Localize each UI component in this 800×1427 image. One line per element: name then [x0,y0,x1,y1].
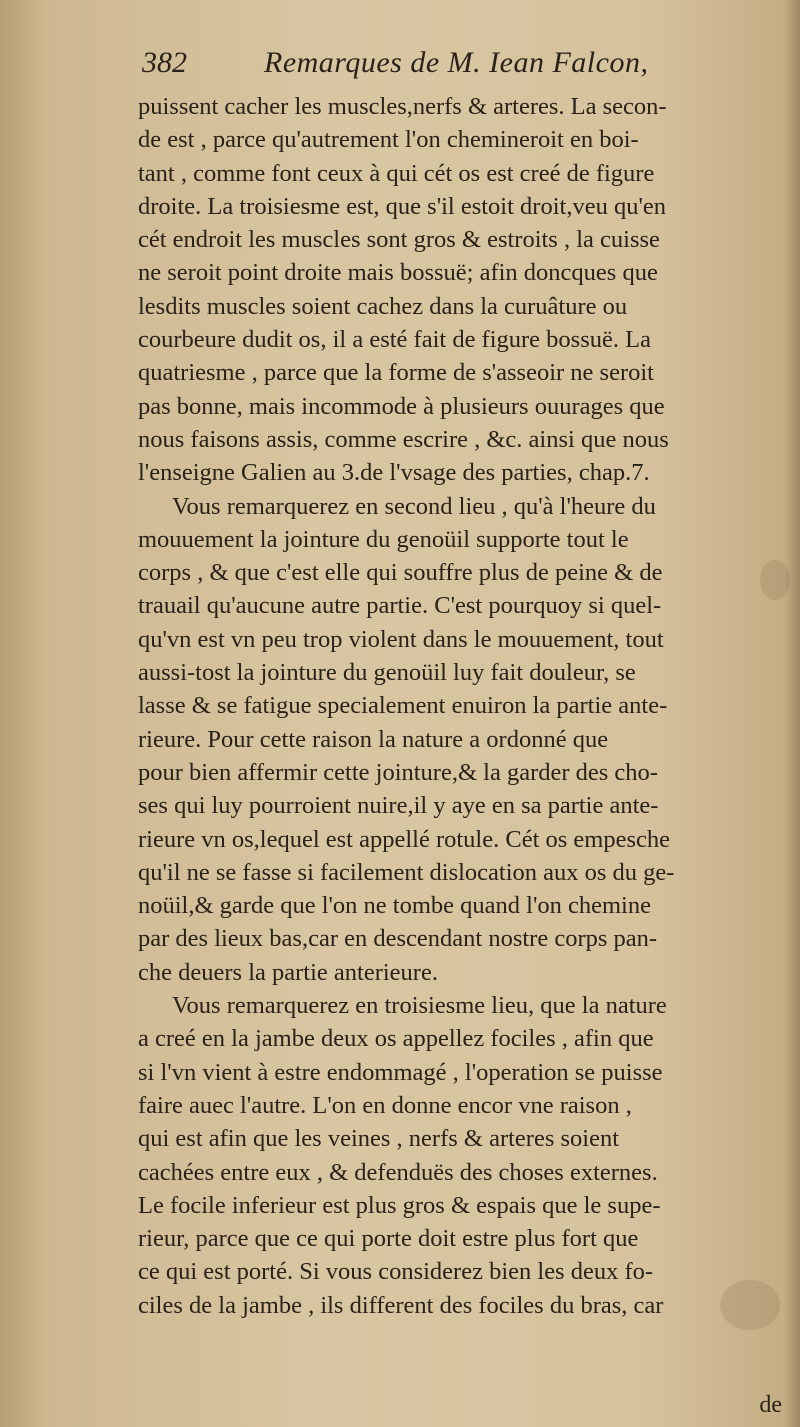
text-line: lasse & se fatigue specialement enuiron la partie ante- [138,692,668,720]
text-line: Vous remarquerez en troisiesme lieu, que la nature [172,992,667,1020]
text-line: a creé en la jambe deux os appellez fociles , afin que [138,1025,654,1053]
running-title: Remarques de M. Iean Falcon, [264,46,649,79]
text-line: faire auec l'autre. L'on en donne encor vne raison , [138,1091,632,1119]
text-line: l'enseigne Galien au 3.de l'vsage des parties, chap.7. [138,459,650,487]
text-line: qu'vn est vn peu trop violent dans le mouuement, tout [138,625,664,653]
text-line: quatriesme , parce que la forme de s'asseoir ne seroit [138,359,654,387]
text-line: rieure. Pour cette raison la nature a ordonné que [138,725,609,753]
page-header [142,46,782,86]
text-line: droite. La troisiesme est, que s'il estoit droit,veu qu'en [138,192,666,220]
text-line: Vous remarquerez en second lieu , qu'à l'heure du [172,492,656,520]
catchword: de [759,1392,782,1418]
text-line: qui est afin que les veines , nerfs & arteres soient [138,1125,620,1153]
text-line: aussi-tost la jointure du genoüil luy fait douleur, se [138,659,636,687]
page-number: 382 [142,46,187,79]
text-line: courbeure dudit os, il a esté fait de figure bossuë. La [138,326,651,354]
text-line: pour bien affermir cette jointure,& la garder des cho- [138,758,658,786]
text-line: rieur, parce que ce qui porte doit estre plus fort que [138,1225,639,1253]
text-line: de est , parce qu'autrement l'on chemineroit en boi- [138,126,639,154]
text-line: ses qui luy pourroient nuire,il y aye en sa partie ante- [138,792,659,820]
text-line: corps , & que c'est elle qui souffre plus de peine & de [138,559,663,587]
text-line: trauail qu'aucune autre partie. C'est pourquoy si quel- [138,592,662,620]
text-line: rieure vn os,lequel est appellé rotule. Cét os empesche [138,825,671,853]
text-line: ce qui est porté. Si vous considerez bien les deux fo- [138,1258,654,1286]
text-line: pas bonne, mais incommode à plusieurs ouurages que [138,392,665,420]
text-line: noüil,& garde que l'on ne tombe quand l'on chemine [138,892,651,920]
text-line: ciles de la jambe , ils different des fociles du bras, car [138,1291,664,1319]
text-line: puissent cacher les muscles,nerfs & arteres. La secon- [138,93,667,120]
text-line: si l'vn vient à estre endommagé , l'operation se puisse [138,1058,663,1086]
text-line: ne seroit point droite mais bossuë; afin doncques que [138,259,658,287]
text-line: qu'il ne se fasse si facilement dislocation aux os du ge- [138,858,675,886]
text-line: cachées entre eux , & defenduës des choses externes. [138,1158,658,1186]
text-line: nous faisons assis, comme escrire , &c. ainsi que nous [138,425,669,453]
text-line: che deuers la partie anterieure. [138,958,438,986]
text-line: Le focile inferieur est plus gros & espais que le supe- [138,1191,661,1219]
text-line: mouuement la jointure du genoüil supporte tout le [138,525,629,553]
text-line: cét endroit les muscles sont gros & estroits , la cuisse [138,226,660,254]
body-text [138,90,786,1322]
text-line: lesdits muscles soient cachez dans la curuâture ou [138,292,628,320]
text-line: par des lieux bas,car en descendant nostre corps pan- [138,925,658,953]
text-line: tant , comme font ceux à qui cét os est creé de figure [138,159,655,187]
